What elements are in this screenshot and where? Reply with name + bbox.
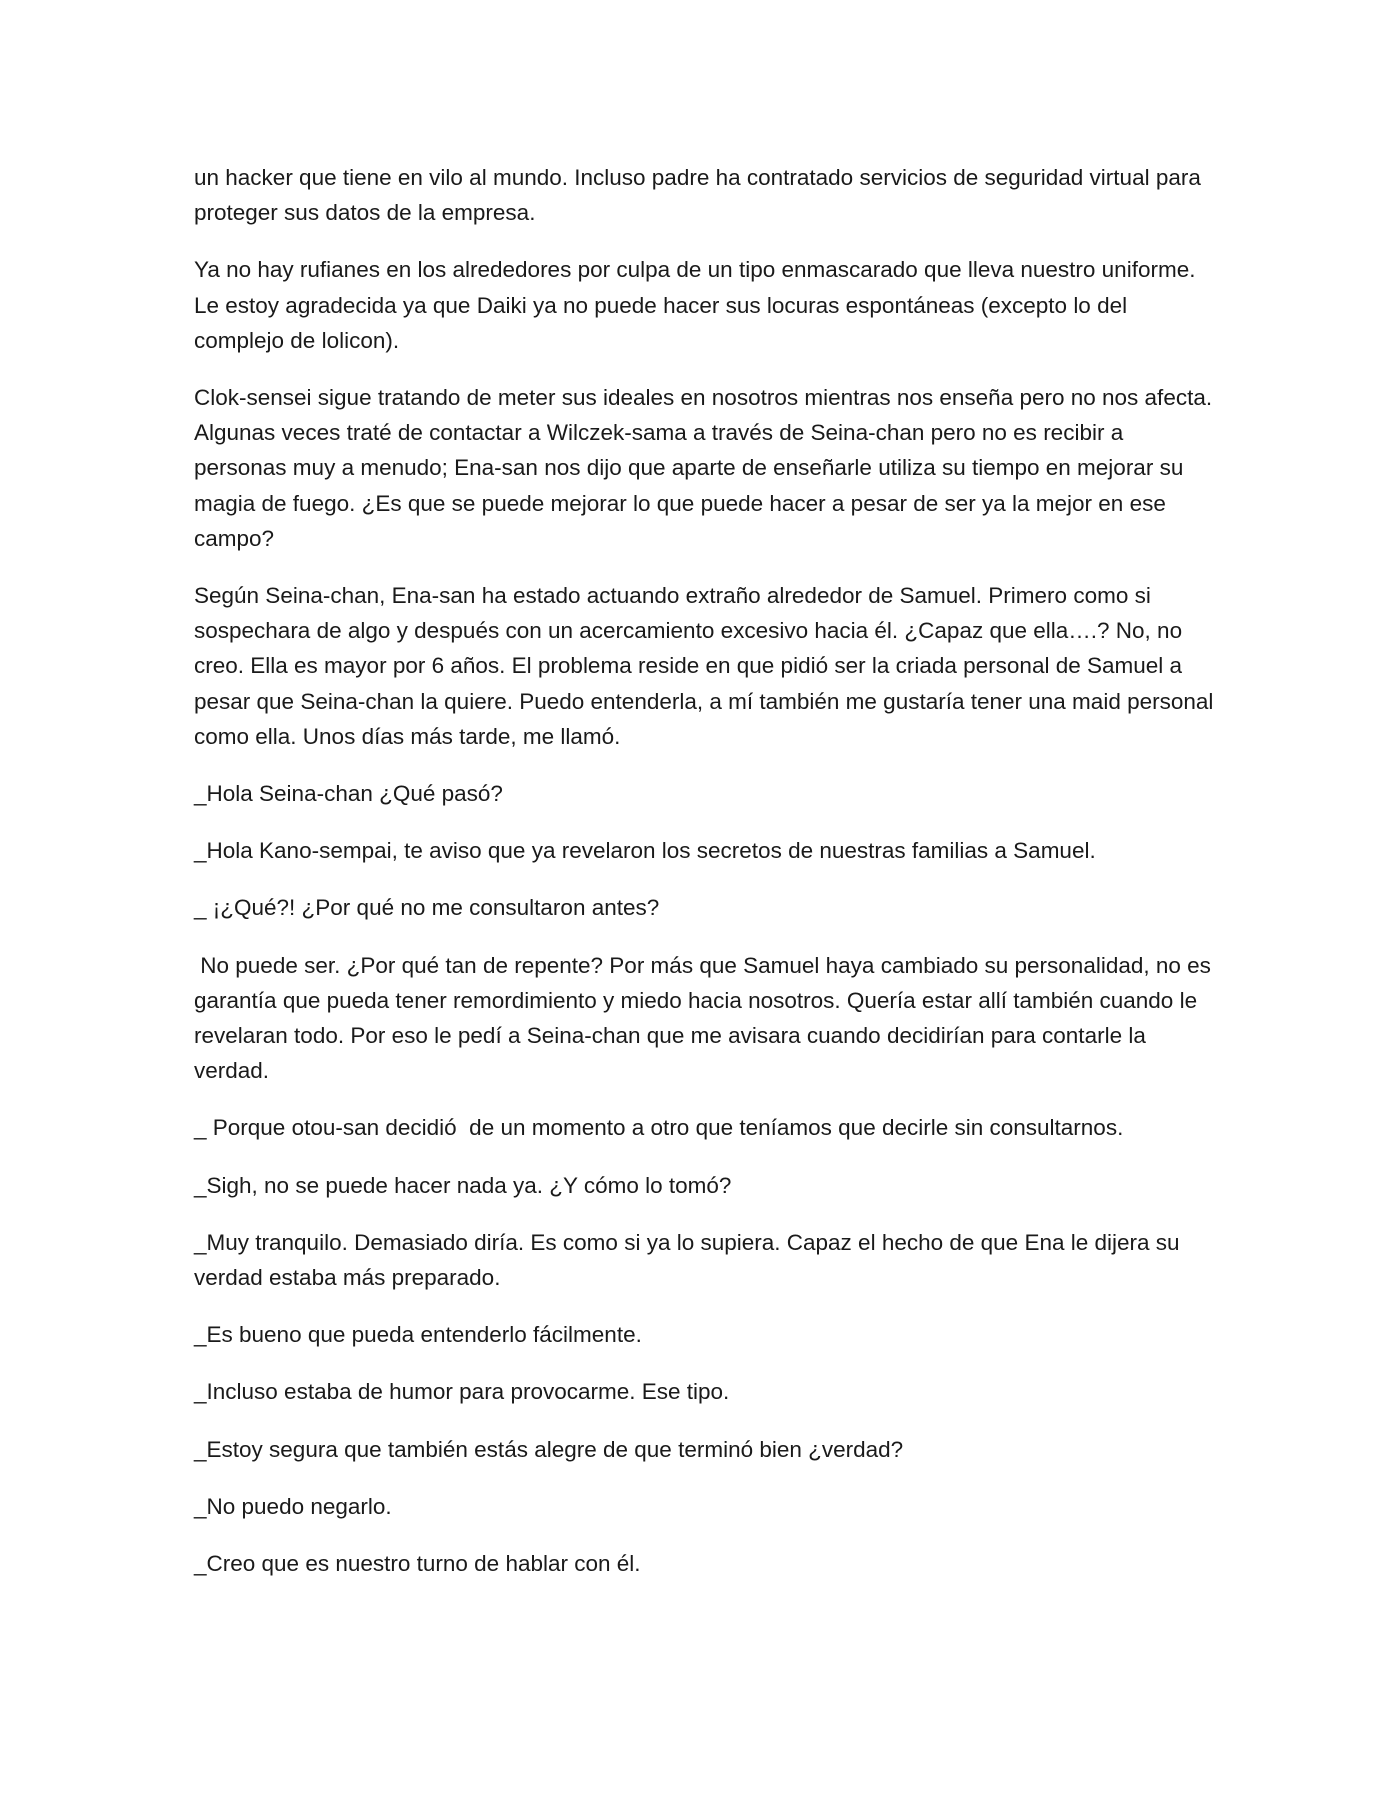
dialogue-line-9: _Estoy segura que también estás alegre de que terminó bien ¿verdad? — [194, 1436, 904, 1462]
dialogue-line-8: _Incluso estaba de humor para provocarme. Ese tipo. — [194, 1379, 730, 1405]
dialogue-line-3: _ ¡¿Qué?! ¿Por qué no me consultaron antes? — [194, 895, 660, 921]
dialogue-line-1: _Hola Seina-chan ¿Qué pasó? — [194, 781, 503, 807]
paragraph-3: Clok-sensei sigue tratando de meter sus ideales en nosotros mientras nos enseña pero no nos afecta. Algunas veces traté de contactar a Wilczek-sama a través de Seina-chan pero no es recibir a personas muy a menudo; Ena-san nos dijo que aparte de enseñarle utiliza su tiempo en mejorar su magia de fuego. ¿Es que se puede mejorar lo que puede hacer a pesar de ser ya la mejor en ese campo? — [194, 385, 1213, 551]
paragraph-5: No puede ser. ¿Por qué tan de repente? Por más que Samuel haya cambiado su personalidad, no es garantía que pueda tener remordimiento y miedo hacia nosotros. Quería estar allí también cuando le revelaran todo. Por eso le pedí a Seina-chan que me avisara cuando decidirían para contarle la verdad. — [194, 952, 1218, 1084]
dialogue-line-2: _Hola Kano-sempai, te aviso que ya revelaron los secretos de nuestras familias a Samuel. — [194, 838, 1096, 864]
paragraph-4: Según Seina-chan, Ena-san ha estado actuando extraño alrededor de Samuel. Primero como si sospechara de algo y después con un acercamiento excesivo hacia él. ¿Capaz que ella….? No, no creo. Ella es mayor por 6 años. El problema reside en que pidió ser la criada personal de Samuel a pesar que Seina-chan la quiere. Puedo entenderla, a mí también me gustaría tener una maid personal como ella. Unos días más tarde, me llamó. — [194, 583, 1214, 749]
dialogue-line-7: _Es bueno que pueda entenderlo fácilmente. — [194, 1322, 642, 1348]
dialogue-line-4: _ Porque otou-san decidió de un momento a otro que teníamos que decirle sin consultarnos. — [194, 1115, 1124, 1141]
paragraph-1: un hacker que tiene en vilo al mundo. Incluso padre ha contratado servicios de seguridad virtual para proteger sus datos de la empresa. — [194, 165, 1201, 226]
document-body — [194, 160, 1218, 1603]
dialogue-line-5: _Sigh, no se puede hacer nada ya. ¿Y cómo lo tomó? — [194, 1172, 732, 1198]
paragraph-2: Ya no hay rufianes en los alrededores por culpa de un tipo enmascarado que lleva nuestro uniforme. Le estoy agradecida ya que Daiki ya no puede hacer sus locuras espontáneas (excepto lo del complejo de lolicon). — [194, 257, 1196, 353]
dialogue-line-6: _Muy tranquilo. Demasiado diría. Es como si ya lo supiera. Capaz el hecho de que Ena le dijera su verdad estaba más preparado. — [194, 1229, 1180, 1291]
dialogue-line-11: _Creo que es nuestro turno de hablar con él. — [194, 1551, 641, 1577]
dialogue-line-10: _No puedo negarlo. — [194, 1493, 392, 1519]
